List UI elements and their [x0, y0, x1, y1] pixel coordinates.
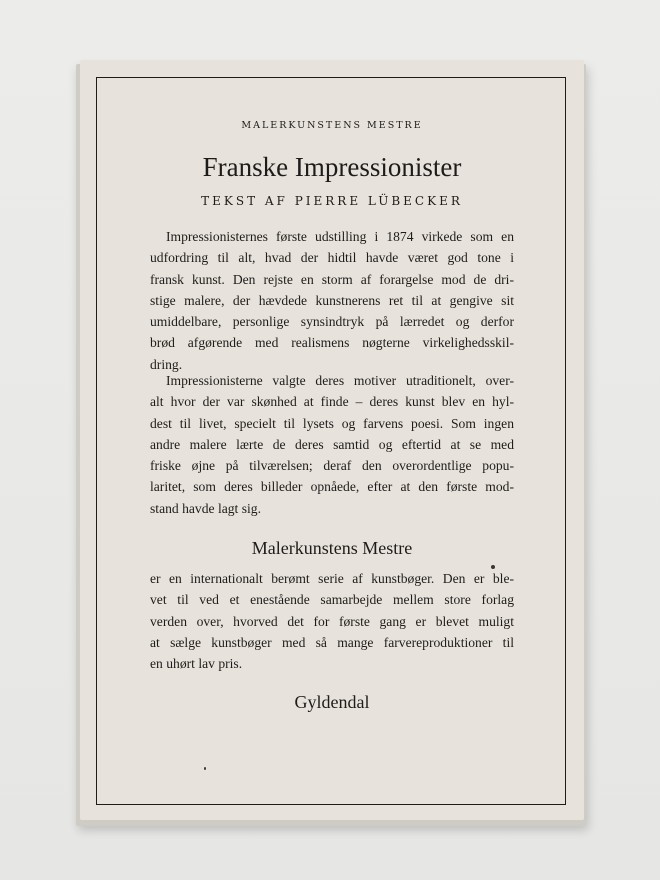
- text-line: at sælge kunstbøger med så mange farvereproduktioner til: [150, 634, 514, 650]
- book-title: Franske Impressionister: [202, 152, 462, 182]
- text-line: umiddelbare, personlige synsindtryk på lærredet og derfor: [150, 314, 514, 330]
- text-line: friske øjne på tilværelsen; deraf den overordentlige popu-: [150, 458, 514, 474]
- author-line: TEKST AF PIERRE LÜBECKER: [201, 194, 463, 208]
- blurb-paragraph-1: [150, 226, 514, 375]
- text-line: andre malere lærte de deres samtid og eftertid at se med: [150, 436, 514, 452]
- text-line: vet til ved et enestående samarbejde mellem store forlag: [150, 592, 514, 608]
- cover-content: [98, 60, 566, 820]
- text-line: Impressionisterne valgte deres motiver utraditionelt, over-: [166, 373, 514, 388]
- publisher-name: Gyldendal: [294, 692, 370, 712]
- text-line: udfordring til alt, hvad der hidtil havde været god tone i: [150, 250, 514, 266]
- book-back-cover: [80, 60, 584, 820]
- text-line: verden over, hvorved det for første gang er blevet muligt: [150, 613, 514, 629]
- text-line: dest til livet, specielt til lysets og farvens poesi. Som ingen: [150, 415, 514, 431]
- series-label: MALERKUNSTENS MESTRE: [241, 120, 423, 131]
- text-line: fransk kunst. Den rejste en storm af forargelse mod de dri-: [150, 271, 514, 287]
- blurb-paragraph-2: [150, 370, 514, 519]
- text-line: stand havde lagt sig.: [150, 500, 261, 516]
- text-line: Impressionisternes første udstilling i 1874 virkede som en: [166, 229, 514, 244]
- text-line: alt hvor der var skønhed at finde – deres kunst blev en hyl-: [150, 394, 514, 410]
- ink-speck: [491, 565, 495, 569]
- text-line: dring.: [150, 356, 183, 372]
- text-line: en uhørt lav pris.: [150, 656, 243, 672]
- text-line: brød afgørende med realismens nøgterne virkelighedsskil-: [150, 335, 514, 351]
- series-heading: Malerkunstens Mestre: [251, 538, 413, 558]
- text-line: stige malere, der hævdede kunstnerens ret til at gengive sit: [150, 292, 514, 308]
- text-line: er en internationalt berømt serie af kunstbøger. Den er ble-: [150, 571, 514, 586]
- text-line: laritet, som deres billeder opnåede, efter at den første mod-: [150, 479, 514, 495]
- ink-speck: [204, 767, 206, 770]
- series-description: [150, 568, 514, 674]
